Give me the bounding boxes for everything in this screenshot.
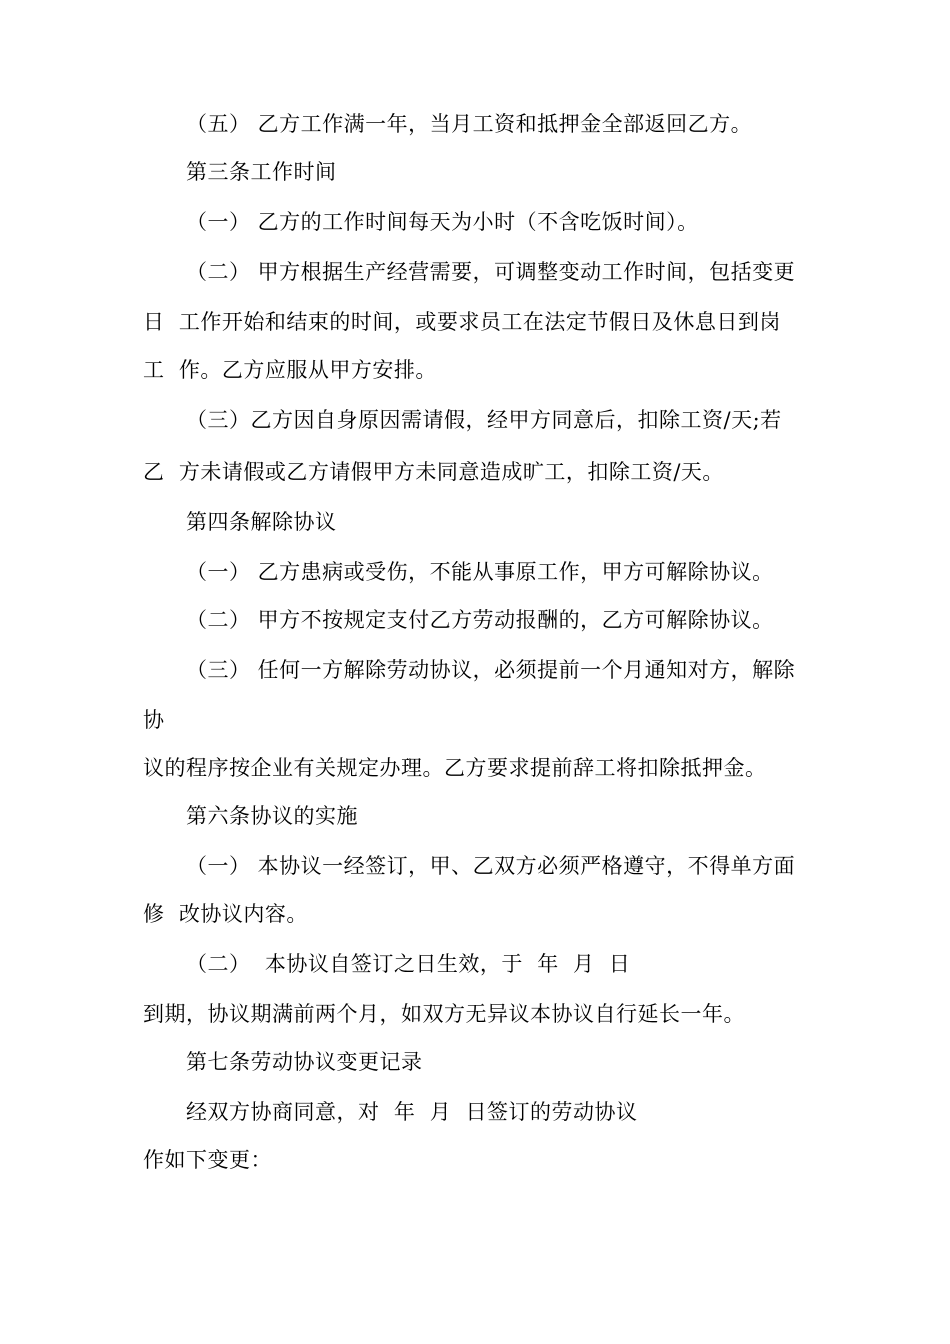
article-7-heading: 第七条劳动协议变更记录 <box>186 1050 423 1074</box>
article-6-item-2-line-2: 到期，协议期满前两个月，如双方无异议本协议自行延长一年。 <box>143 1002 745 1026</box>
article-3-item-1: （一） 乙方的工作时间每天为小时（不含吃饭时间）。 <box>186 210 699 234</box>
article-6-item-1-line-2: 修 改协议内容。 <box>143 902 308 926</box>
article-4-heading: 第四条解除协议 <box>186 510 337 534</box>
article-3-heading: 第三条工作时间 <box>186 160 337 184</box>
article-3-item-3-line-2: 乙 方未请假或乙方请假甲方未同意造成旷工，扣除工资/天。 <box>143 460 724 484</box>
article-6-item-1-line-1: （一） 本协议一经签订，甲、乙双方必须严格遵守，不得单方面 <box>186 854 796 878</box>
article-3-item-3-line-1: （三）乙方因自身原因需请假，经甲方同意后，扣除工资/天;若 <box>186 408 782 432</box>
article-3-item-2-line-2: 日 工作开始和结束的时间，或要求员工在法定节假日及休息日到岗 <box>143 310 781 334</box>
article-7-text-line-2: 作如下变更： <box>143 1148 272 1172</box>
article-6-item-2-line-1: （二） 本协议自签订之日生效，于 年 月 日 <box>186 952 631 976</box>
article-4-item-3-line-3: 议的程序按企业有关规定办理。乙方要求提前辞工将扣除抵押金。 <box>143 756 767 780</box>
article-4-item-3-line-2: 协 <box>143 708 165 732</box>
article-4-item-1: （一） 乙方患病或受伤，不能从事原工作，甲方可解除协议。 <box>186 560 774 584</box>
article-7-text-line-1: 经双方协商同意，对 年 月 日签订的劳动协议 <box>186 1100 638 1124</box>
clause-2-item-5: （五） 乙方工作满一年，当月工资和抵押金全部返回乙方。 <box>186 112 753 136</box>
article-6-heading: 第六条协议的实施 <box>186 804 358 828</box>
article-4-item-3-line-1: （三） 任何一方解除劳动协议，必须提前一个月通知对方，解除 <box>186 658 796 682</box>
article-4-item-2: （二） 甲方不按规定支付乙方劳动报酬的，乙方可解除协议。 <box>186 608 774 632</box>
article-3-item-2-line-3: 工 作。乙方应服从甲方安排。 <box>143 358 437 382</box>
article-3-item-2-line-1: （二） 甲方根据生产经营需要，可调整变动工作时间，包括变更 <box>186 260 796 284</box>
